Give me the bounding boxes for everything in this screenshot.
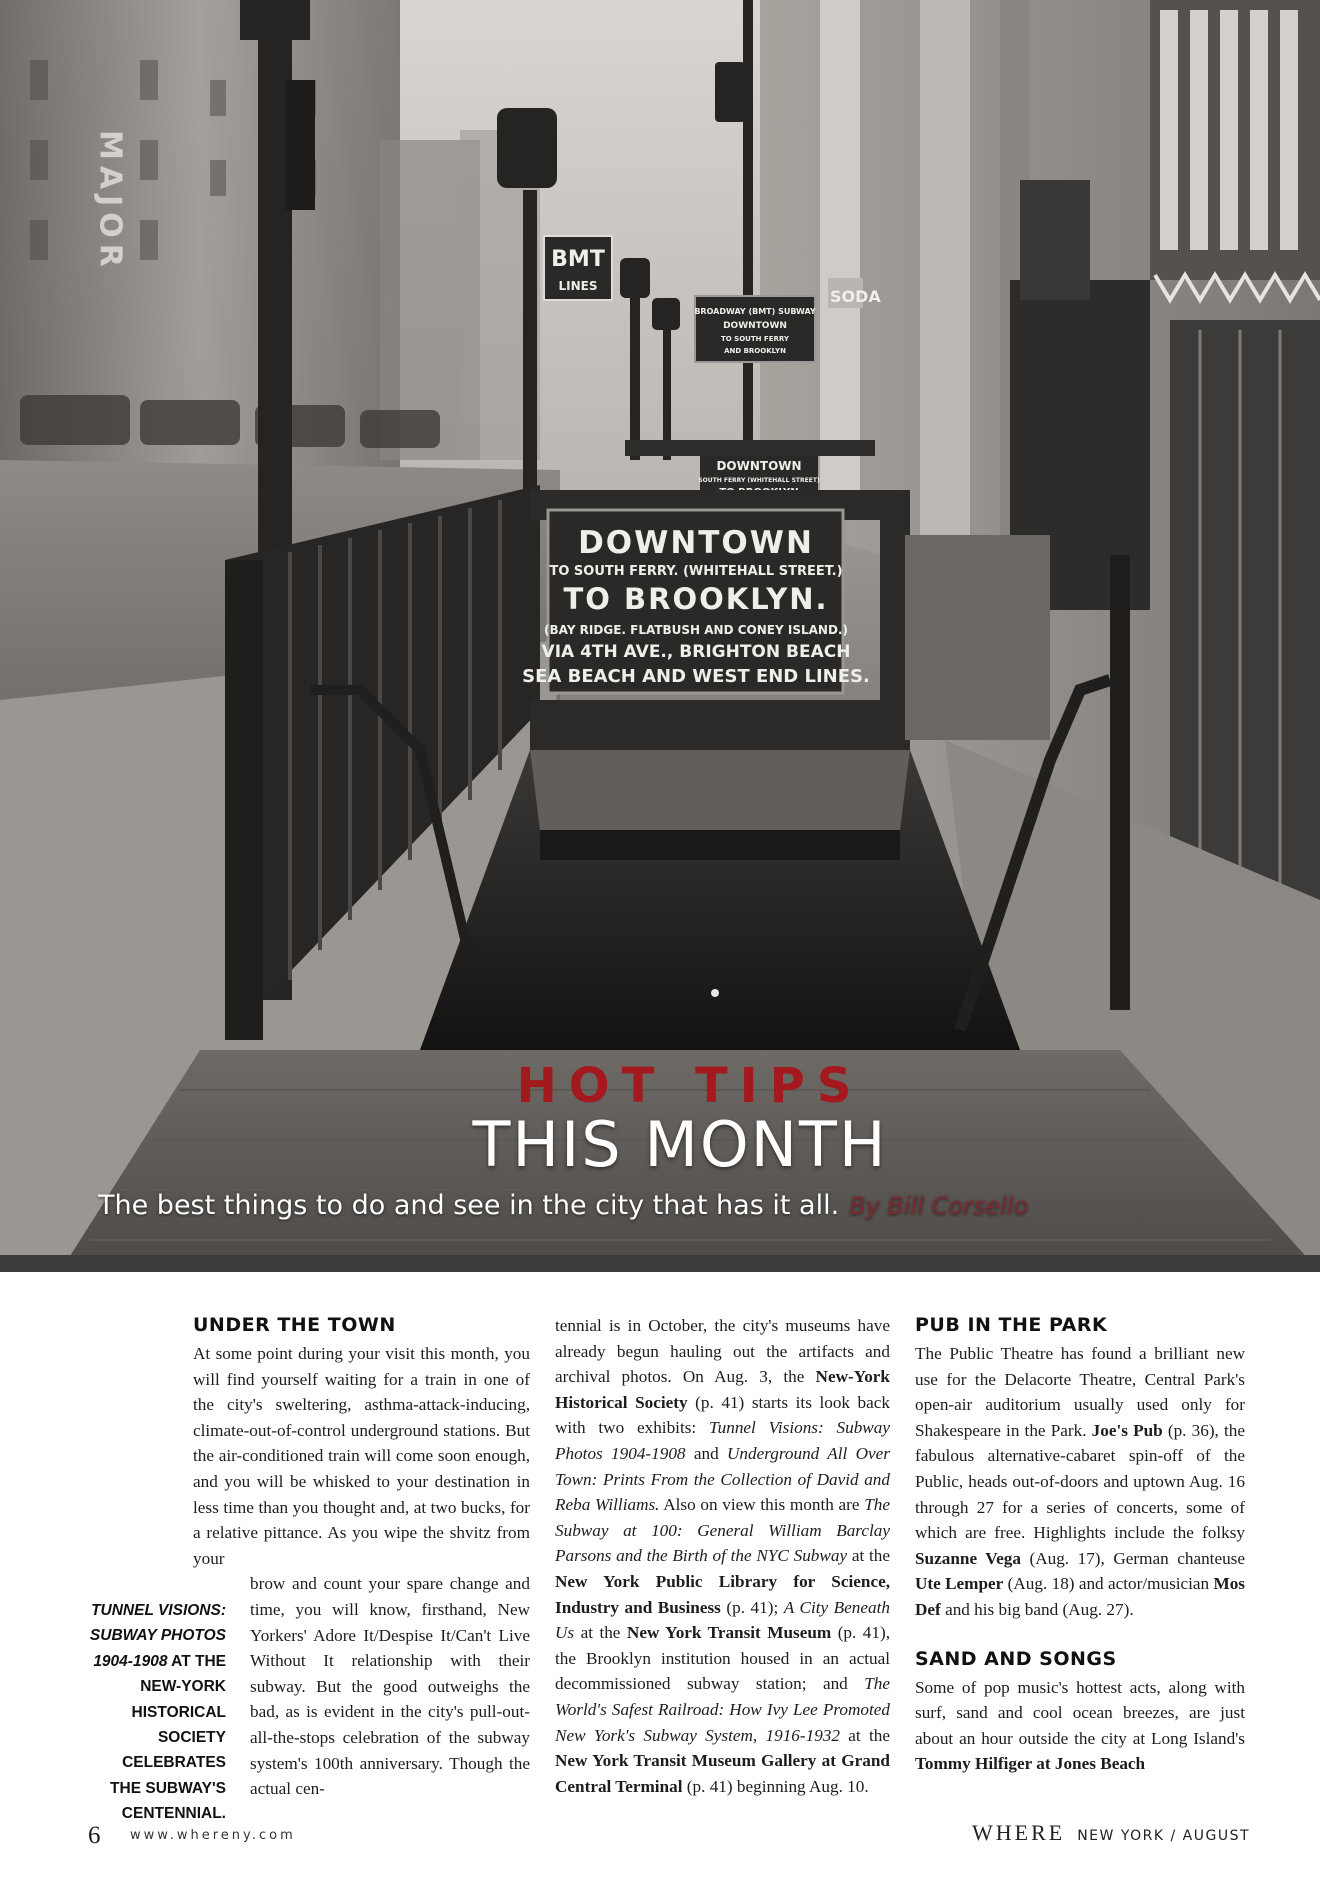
performer-name: Suzanne Vega: [915, 1548, 1021, 1568]
major-sign: MAJOR: [92, 130, 128, 273]
bmt-sign-subtitle: LINES: [558, 279, 598, 293]
venue-name: New-York Historical Society: [555, 1367, 890, 1412]
under-the-town-text-b: brow and count your spare change and time, you will know, firsthand, New Yorkers' Adore It/Despise It/Can't Live Without It relationship with their subway. But the good outweighs the bad, as is evident in the city's pull-out-all-the-stops celebration of the subway system's 100th anniversary. Though the actual cen-: [250, 1574, 530, 1799]
text-span: (p. 41) starts its look back with two exhibits:: [555, 1392, 891, 1438]
main-sign-line6: SEA BEACH AND WEST END LINES.: [522, 666, 870, 687]
exhibit-title: A City Beneath Us: [555, 1597, 890, 1643]
main-sign-line1: DOWNTOWN: [578, 525, 814, 561]
heading-pub-in-the-park: PUB IN THE PARK: [915, 1314, 1108, 1336]
page-number: 6: [88, 1822, 101, 1849]
text-span: and his big band (Aug. 27).: [940, 1599, 1134, 1619]
footer-masthead: [972, 1820, 1250, 1846]
performer-name: Ute Lemper: [915, 1574, 1004, 1594]
text-span: at the: [574, 1623, 627, 1643]
text-span: (Aug. 17), German chanteuse: [1020, 1548, 1245, 1568]
text-span: The Public Theatre has found a brilliant new use for the Delacorte Theatre, Central Park's open-air auditorium usually used only for Shakespeare in the Park.: [915, 1344, 1245, 1440]
text-span: at the: [847, 1546, 890, 1566]
venue-name: New York Public Library for Science, Industry and Business: [555, 1571, 890, 1617]
text-span: (p. 41) beginning Aug. 10.: [682, 1776, 869, 1796]
back-sign-line2: DOWNTOWN: [723, 321, 787, 331]
venue-name: Joe's Pub: [1091, 1420, 1163, 1440]
museums-paragraph: [555, 1313, 890, 1799]
column-under-the-town: [193, 1313, 530, 1802]
performer-name: Mos Def: [915, 1574, 1245, 1619]
magazine-name: WHERE: [972, 1820, 1066, 1845]
venue-name: New York Transit Museum: [626, 1623, 832, 1643]
main-sign-line3: TO BROOKLYN.: [563, 582, 829, 616]
venue-name: New York Transit Museum Gallery at Grand Central Terminal: [555, 1751, 890, 1796]
back-sign-line3: TO SOUTH FERRY: [721, 335, 789, 343]
main-sign-line2: TO SOUTH FERRY. (WHITEHALL STREET.): [549, 564, 843, 579]
exhibit-title: The World's Safest Railroad: How Ivy Lee Promoted New York's Subway System, 1916-1932: [555, 1674, 890, 1745]
text-span: (Aug. 18) and actor/musician: [1003, 1574, 1214, 1594]
pull-quote: [88, 1598, 226, 1827]
back-sign-line4: AND BROOKLYN: [724, 347, 786, 355]
hot-tips-kicker: HOT TIPS: [516, 1058, 864, 1114]
pub-in-the-park-text: [915, 1341, 1245, 1623]
column-museums: [555, 1313, 890, 1799]
text-span: (p. 36), the fabulous alternative-cabaret spin-off of the Public, heads out-of-doors and uptown Aug. 16 through 27 for a series of concerts, some of which are free. Highlights include the folksy: [915, 1420, 1245, 1543]
text-span: tennial is in October, the city's museums have already begun hauling out the artifacts and archival photos. On Aug. 3, the: [555, 1316, 890, 1387]
this-month-title: THIS MONTH: [472, 1108, 888, 1181]
venue-name: Tommy Hilfiger at Jones Beach: [915, 1754, 1146, 1774]
main-sign-line4: (BAY RIDGE. FLATBUSH AND CONEY ISLAND.): [544, 623, 848, 637]
back-sign-line1: BROADWAY (BMT) SUBWAY: [694, 307, 816, 316]
text-span: (p. 41), the Brooklyn institution housed in an actual decommissioned subway station; and: [555, 1623, 890, 1694]
mid-sign-line2: SOUTH FERRY (WHITEHALL STREET): [698, 477, 820, 484]
heading-under-the-town: UNDER THE TOWN: [193, 1314, 396, 1336]
exhibit-title: The Subway at 100: General William Barclay Parsons and the Birth of the NYC Subway: [555, 1495, 891, 1566]
tagline-text: The best things to do and see in the city that has it all.: [98, 1190, 840, 1221]
pull-quote-italic: TUNNEL VISIONS: SUBWAY PHOTOS 1904-1908: [89, 1602, 226, 1670]
column-pub-in-the-park: [915, 1313, 1245, 1777]
exhibit-title: Underground All Over Town: Prints From the Collection of David and Reba Williams.: [555, 1443, 890, 1515]
text-span: Also on view this month are: [659, 1495, 865, 1515]
issue-label: NEW YORK / AUGUST: [1077, 1828, 1251, 1844]
text-span: and: [685, 1443, 727, 1463]
main-sign-line5: VIA 4TH AVE., BRIGHTON BEACH: [541, 642, 851, 662]
soda-sign: SODA: [830, 287, 881, 306]
pull-quote-rest: AT THE NEW-YORK HISTORICAL SOCIETY CELEBRATES THE SUBWAY'S CENTENNIAL.: [110, 1652, 226, 1823]
byline: By Bill Corsello: [849, 1192, 1029, 1220]
text-span: Some of pop music's hottest acts, along with surf, sand and cool ocean breezes, are just about an hour outside the city at Long Island's: [915, 1677, 1245, 1748]
under-the-town-text-a: At some point during your visit this month, you will find yourself waiting for a train in one of the city's sweltering, asthma-attack-inducing, climate-out-of-control underground stations. But the air-conditioned train will come soon enough, and you will be whisked to your destination in less time than you thought and, at two bucks, for a relative pittance. As you wipe the shvitz from your: [193, 1344, 530, 1568]
bmt-sign-title: BMT: [551, 247, 605, 272]
exhibit-title: Tunnel Visions: Subway Photos 1904-1908: [555, 1418, 890, 1463]
text-span: at the: [840, 1725, 891, 1745]
text-span: (p. 41);: [720, 1597, 784, 1617]
mid-sign-line1: DOWNTOWN: [716, 459, 802, 473]
sand-and-songs-text: [915, 1675, 1245, 1777]
tagline: [98, 1190, 1313, 1221]
heading-sand-and-songs: SAND AND SONGS: [915, 1647, 1117, 1670]
website-url: www.whereny.com: [130, 1828, 296, 1843]
